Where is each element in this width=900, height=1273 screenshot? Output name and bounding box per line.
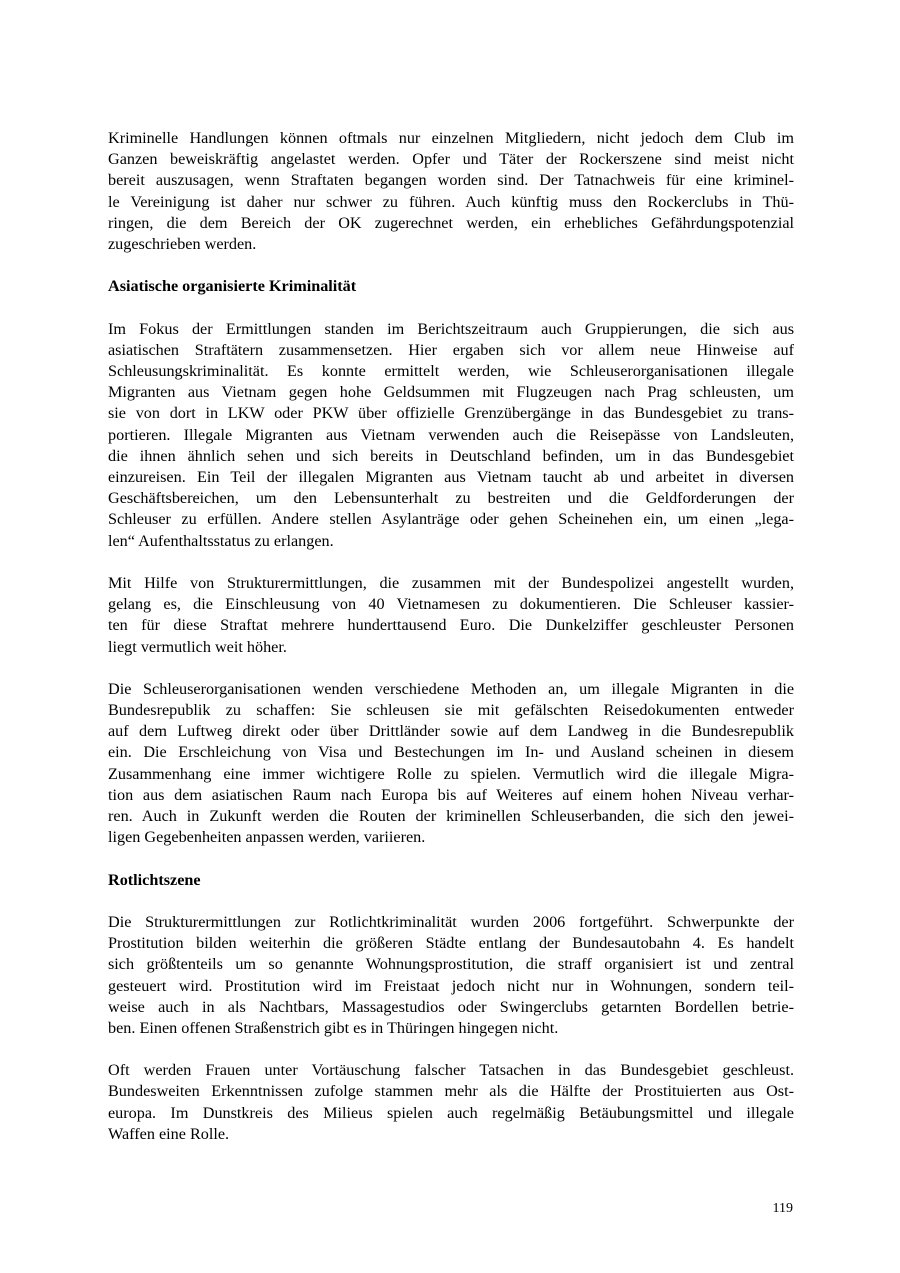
text-line: europa. Im Dunstkreis des Milieus spielen auch regelmäßig Betäubungsmittel und illegale xyxy=(108,1103,794,1122)
text-line: weise auch in als Nachtbars, Massagestudios oder Swingerclubs getarnten Bordellen betrie- xyxy=(108,997,794,1016)
text-line: ben. Einen offenen Straßenstrich gibt es in Thüringen hingegen nicht. xyxy=(108,1018,559,1037)
text-line: tion aus dem asiatischen Raum nach Europa bis auf Weiteres auf einem hohen Niveau verhar- xyxy=(108,785,794,804)
text-line: zugeschrieben werden. xyxy=(108,234,257,253)
text-line: die ihnen ähnlich sehen und sich bereits in Deutschland befinden, um in das Bundesgebiet xyxy=(108,446,794,465)
text-line: ringen, die dem Bereich der OK zugerechnet werden, ein erhebliches Gefährdungspotenzial xyxy=(108,213,794,232)
text-line: auf dem Luftweg direkt oder über Drittländer sowie auf dem Landweg in die Bundesrepublik xyxy=(108,722,794,741)
text-line: Im Fokus der Ermittlungen standen im Berichtszeitraum auch Gruppierungen, die sich aus xyxy=(108,319,794,338)
paragraph-trafficked-women xyxy=(108,1060,794,1145)
paragraph-smuggling-methods xyxy=(108,679,794,849)
text-line: Ganzen beweiskräftig angelastet werden. Opfer und Täter der Rockerszene sind meist nicht xyxy=(108,150,794,169)
page-number: 119 xyxy=(772,1201,793,1216)
text-line: ligen Gegebenheiten anpassen werden, variieren. xyxy=(108,828,426,847)
paragraph-asian-focus xyxy=(108,319,794,552)
text-line: asiatischen Straftätern zusammensetzen. Hier ergaben sich vor allem neue Hinweise auf xyxy=(108,340,794,359)
text-line: sich größtenteils um so genannte Wohnungsprostitution, die straff organisiert ist und zentral xyxy=(108,955,794,974)
text-line: liegt vermutlich weit höher. xyxy=(108,637,287,656)
text-line: Die Strukturermittlungen zur Rotlichtkriminalität wurden 2006 fortgeführt. Schwerpunkte der xyxy=(108,912,794,931)
text-line: Waffen eine Rolle. xyxy=(108,1124,230,1143)
paragraph-red-light-investigations xyxy=(108,912,794,1039)
text-line: Prostitution bilden weiterhin die größeren Städte entlang der Bundesautobahn 4. Es handelt xyxy=(108,934,794,953)
text-line: le Vereinigung ist daher nur schwer zu führen. Auch künftig muss den Rockerclubs in Thü- xyxy=(108,192,794,211)
text-line: Die Schleuserorganisationen wenden verschiedene Methoden an, um illegale Migranten in die xyxy=(108,679,794,698)
text-line: sie von dort in LKW oder PKW über offizielle Grenzübergänge in das Bundesgebiet zu trans- xyxy=(108,404,794,423)
text-line: ein. Die Erschleichung von Visa und Bestechungen im In- und Ausland scheinen in diesem xyxy=(108,743,794,762)
text-line: Migranten aus Vietnam gegen hohe Geldsummen mit Flugzeugen nach Prag schleusten, um xyxy=(108,383,794,402)
text-line: Oft werden Frauen unter Vortäuschung falscher Tatsachen in das Bundesgebiet geschleust. xyxy=(108,1061,794,1080)
text-line: portieren. Illegale Migranten aus Vietnam verwenden auch die Reisepässe von Landsleuten, xyxy=(108,425,794,444)
text-line: Bundesrepublik zu schaffen: Sie schleusen sie mit gefälschten Reisedokumenten entweder xyxy=(108,701,794,720)
paragraph-structure-investigations xyxy=(108,573,794,658)
text-line: Mit Hilfe von Strukturermittlungen, die zusammen mit der Bundespolizei angestellt wurden, xyxy=(108,573,794,592)
text-line: ten für diese Straftat mehrere hunderttausend Euro. Die Dunkelziffer geschleuster Personen xyxy=(108,616,794,635)
text-line: Zusammenhang eine immer wichtigere Rolle zu spielen. Vermutlich wird die illegale Migra- xyxy=(108,764,794,783)
text-line: Schleuser zu erfüllen. Andere stellen Asylanträge oder gehen Scheinehen ein, um einen „lega- xyxy=(108,510,794,529)
text-line: gelang es, die Einschleusung von 40 Vietnamesen zu dokumentieren. Die Schleuser kassier- xyxy=(108,595,794,614)
paragraph-rocker-clubs xyxy=(108,128,794,255)
text-line: gesteuert wird. Prostitution wird im Freistaat jedoch nicht nur in Wohnungen, sondern teil- xyxy=(108,976,794,995)
text-line: len“ Aufenthaltsstatus zu erlangen. xyxy=(108,531,334,550)
text-line: bereit auszusagen, wenn Straftaten begangen worden sind. Der Tatnachweis für eine kriminel- xyxy=(108,171,794,190)
heading-red-light-scene: Rotlichtszene xyxy=(108,870,201,889)
text-line: einzureisen. Ein Teil der illegalen Migranten aus Vietnam taucht ab und arbeitet in diversen xyxy=(108,468,794,486)
page-body xyxy=(108,128,794,1166)
text-line: ren. Auch in Zukunft werden die Routen der kriminellen Schleuserbanden, die sich den jewei- xyxy=(108,807,794,825)
heading-asian-organized-crime: Asiatische organisierte Kriminalität xyxy=(108,277,357,296)
text-line: Schleusungskriminalität. Es konnte ermittelt werden, wie Schleuserorganisationen illegale xyxy=(108,362,794,381)
text-line: Kriminelle Handlungen können oftmals nur einzelnen Mitgliedern, nicht jedoch dem Club im xyxy=(108,129,794,147)
text-line: Bundesweiten Erkenntnissen zufolge stammen mehr als die Hälfte der Prostituierten aus Ost- xyxy=(108,1082,794,1101)
text-line: Geschäftsbereichen, um den Lebensunterhalt zu bestreiten und die Geldforderungen der xyxy=(108,489,794,508)
